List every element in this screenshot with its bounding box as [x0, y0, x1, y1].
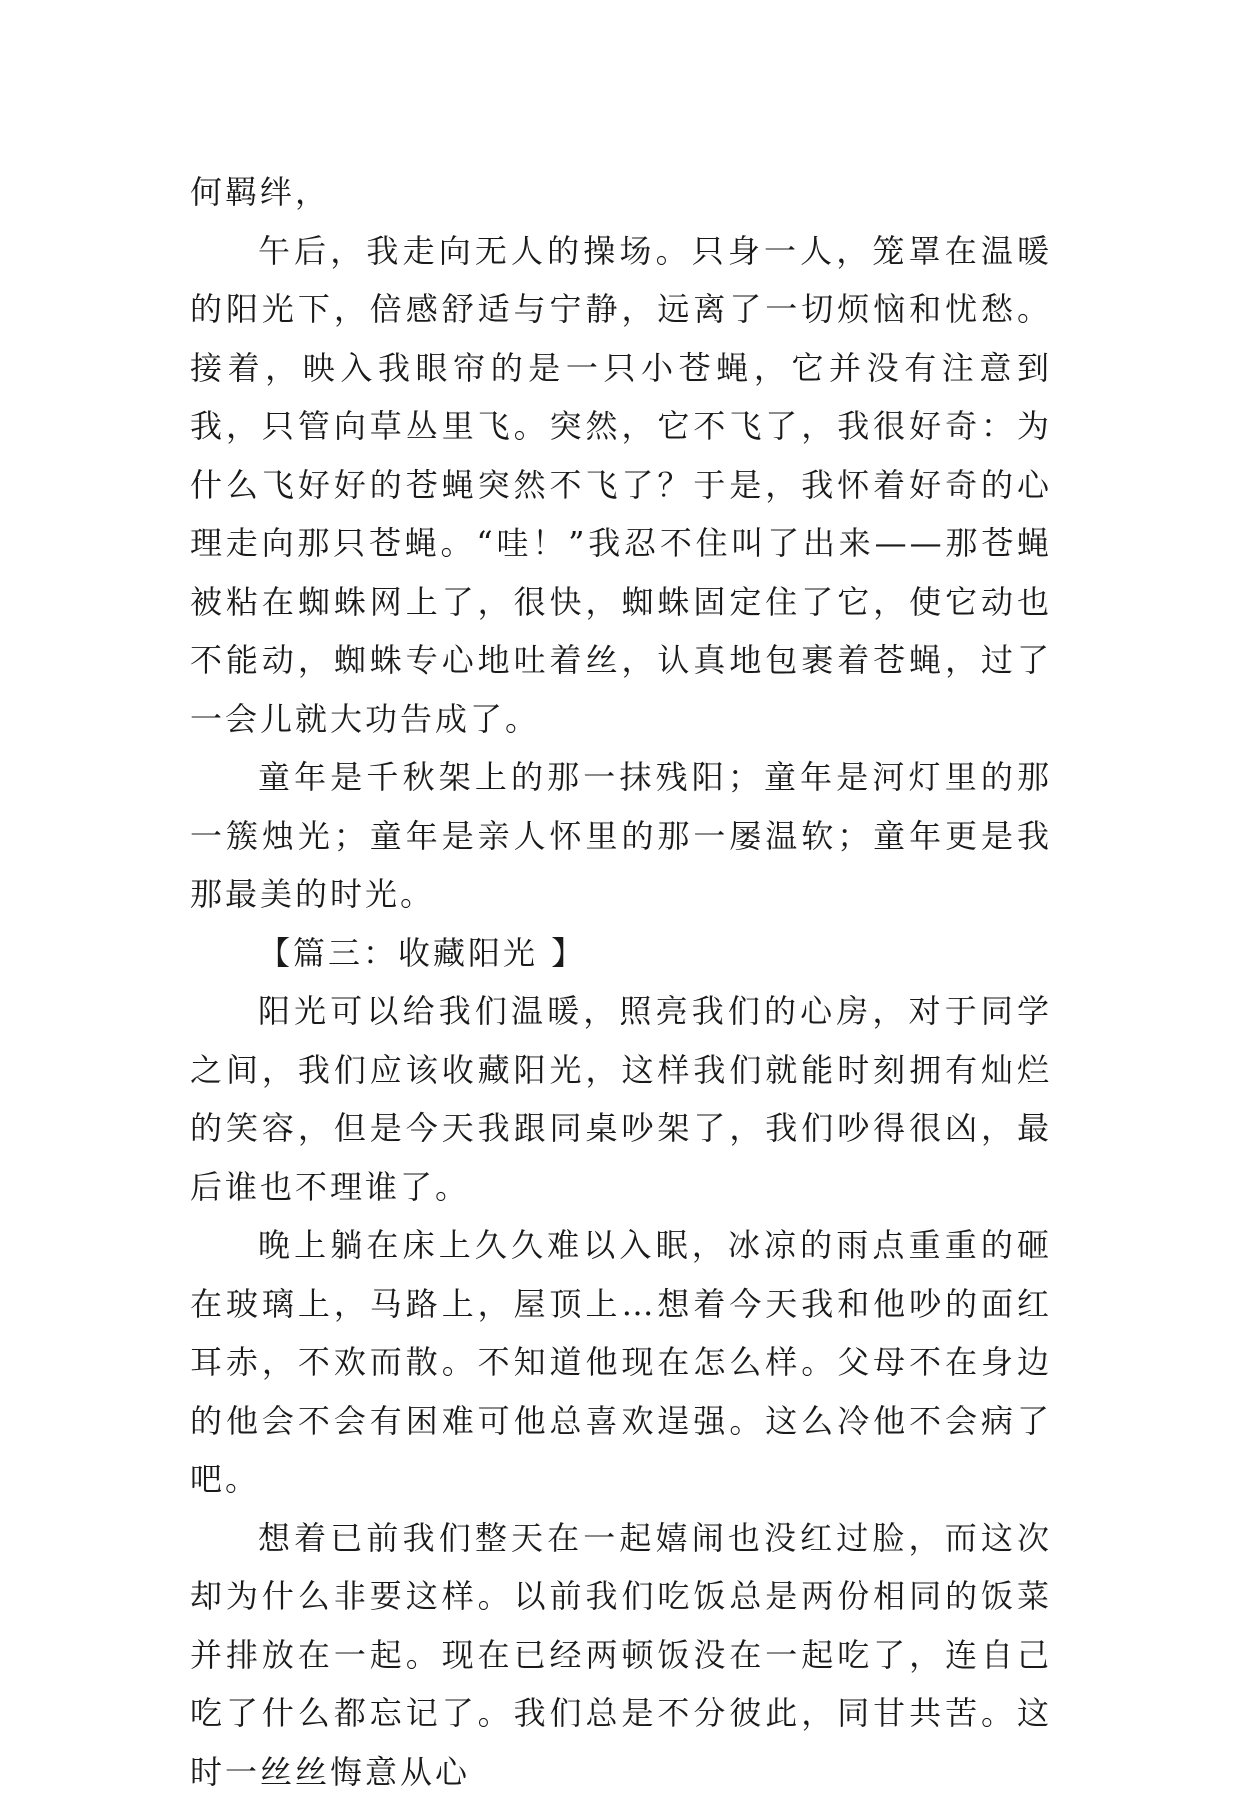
paragraph-playground-spider: 午后，我走向无人的操场。只身一人，笼罩在温暖的阳光下，倍感舒适与宁静，远离了一切烦恼和忧愁。接着，映入我眼帘的是一只小苍蝇，它并没有注意到我，只管向草丛里飞。突然，它不飞了，我很好奇：为什么飞好好的苍蝇突然不飞了？于是，我怀着好奇的心理走向那只苍蝇。“哇！”我忍不住叫了出来——那苍蝇被粘在蜘蛛网上了，很快，蜘蛛固定住了它，使它动也不能动，蜘蛛专心地吐着丝，认真地包裹着苍蝇，过了一会儿就大功告成了。 [190, 222, 1052, 749]
paragraph-night-rain: 晚上躺在床上久久难以入眠，冰凉的雨点重重的砸在玻璃上，马路上，屋顶上…想着今天我和他吵的面红耳赤，不欢而散。不知道他现在怎么样。父母不在身边的他会不会有困难可他总喜欢逞强。这么冷他不会病了吧。 [190, 1216, 1052, 1509]
paragraph-sunshine-intro: 阳光可以给我们温暖，照亮我们的心房，对于同学之间，我们应该收藏阳光，这样我们就能时刻拥有灿烂的笑容，但是今天我跟同桌吵架了，我们吵得很凶，最后谁也不理谁了。 [190, 982, 1052, 1216]
document-body [190, 163, 1052, 1801]
paragraph-continuation: 何羁绊， [190, 163, 1052, 222]
paragraph-memories: 想着已前我们整天在一起嬉闹也没红过脸，而这次却为什么非要这样。以前我们吃饭总是两份相同的饭菜并排放在一起。现在已经两顿饭没在一起吃了，连自己吃了什么都忘记了。我们总是不分彼此，同甘共苦。这时一丝丝悔意从心 [190, 1509, 1052, 1801]
paragraph-childhood: 童年是千秋架上的那一抹残阳；童年是河灯里的那一簇烛光；童年是亲人怀里的那一屡温软；童年更是我那最美的时光。 [190, 748, 1052, 924]
section-heading: 【篇三：收藏阳光 】 [190, 924, 1052, 983]
